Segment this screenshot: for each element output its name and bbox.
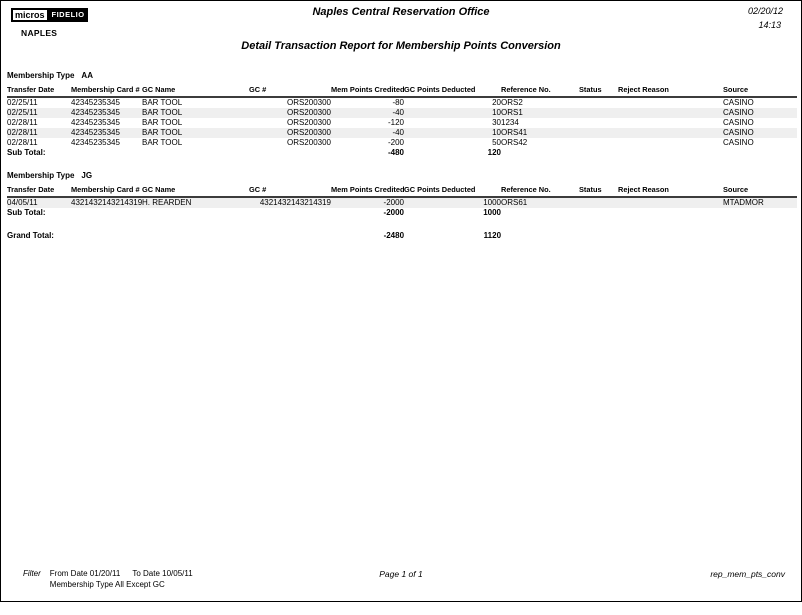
column-header: Status (579, 83, 618, 97)
cell: 42345235345 (71, 118, 120, 127)
cell: 42345235345 (71, 98, 120, 107)
column-header: Mem Points Credited (331, 83, 404, 97)
report-content (7, 71, 795, 241)
cell: ORS200300 (249, 128, 331, 138)
transaction-row (7, 138, 797, 148)
cell: 02/28/11 (7, 128, 71, 138)
column-header: GC # (249, 183, 331, 197)
cell (579, 138, 618, 148)
column-header: Membership Card # (71, 83, 142, 97)
cell (579, 118, 618, 128)
cell: CASINO (723, 98, 754, 107)
column-header: Source (723, 183, 797, 197)
cell: 04/05/11 (7, 197, 71, 208)
grand-total-table (7, 231, 797, 241)
column-header: Reference No. (501, 83, 579, 97)
cell: BAR TOOL (142, 118, 183, 127)
subtotal-row (7, 208, 797, 218)
subtotal-gc-points: 120 (487, 148, 501, 157)
transaction-row (7, 97, 797, 108)
column-header: Reject Reason (618, 183, 723, 197)
subtotal-mem-points: -480 (387, 148, 404, 157)
column-header: GC Points Deducted (404, 183, 501, 197)
micros-logo-text: micros (11, 8, 49, 22)
cell: 02/25/11 (7, 98, 38, 107)
column-header: Status (579, 183, 618, 197)
cell: CASINO (723, 138, 754, 147)
cell: ORS42 (501, 138, 528, 147)
subtotal-label: Sub Total: (7, 148, 46, 157)
cell (618, 128, 723, 138)
cell: ORS200300 (286, 98, 331, 107)
cell (579, 97, 618, 108)
cell: ORS61 (501, 197, 579, 208)
report-file-name: rep_mem_pts_conv (710, 569, 785, 579)
subtotal-label: Sub Total: (7, 208, 46, 217)
cell: -2000 (331, 197, 404, 208)
office-name: Naples Central Reservation Office (312, 6, 490, 18)
cell: ORS200300 (286, 138, 331, 147)
cell: -200 (387, 138, 404, 147)
transactions-table-JG (7, 183, 797, 218)
subtotal-row (7, 148, 797, 158)
cell (618, 108, 723, 118)
membership-type-row (7, 71, 795, 81)
cell: -40 (331, 128, 404, 138)
filter-membership-type: Membership Type All Except GC (49, 580, 165, 589)
column-header: GC # (249, 83, 331, 97)
grand-total-gc-points: 1120 (483, 231, 502, 240)
cell: 02/25/11 (7, 108, 71, 118)
membership-section-JG (7, 171, 795, 218)
cell: 02/28/11 (7, 138, 38, 147)
filter-to-date: To Date 10/05/11 (132, 569, 193, 578)
cell: -40 (331, 108, 404, 118)
cell: 30 (492, 118, 501, 127)
column-header: Source (723, 83, 797, 97)
grand-total-mem-points: -2480 (383, 231, 405, 240)
column-header: GC Name (142, 83, 249, 97)
cell: 50 (492, 138, 501, 147)
page-number: Page 1 of 1 (379, 569, 423, 579)
membership-type-value: AA (81, 71, 93, 80)
subtotal-gc-points: 1000 (483, 208, 501, 217)
column-header: GC Points Deducted (404, 83, 501, 97)
column-header-row (7, 83, 797, 97)
cell: ORS200300 (286, 118, 331, 127)
membership-type-label: Membership Type (7, 71, 75, 80)
cell: ORS200300 (249, 108, 331, 118)
column-header: Reference No. (501, 183, 579, 197)
cell: 4321432143214319 (249, 197, 331, 208)
filter-label: Filter (23, 569, 41, 578)
cell: 1000 (404, 197, 501, 208)
cell: H. REARDEN (142, 197, 249, 208)
cell: CASINO (723, 128, 797, 138)
column-header: GC Name (142, 183, 249, 197)
cell: 10 (404, 128, 501, 138)
cell: 42345235345 (71, 138, 120, 147)
subtotal-spacer (501, 208, 797, 218)
column-header: Transfer Date (7, 83, 71, 97)
grand-total-label: Grand Total: (7, 231, 54, 240)
transaction-row (7, 108, 797, 118)
cell: 1234 (501, 118, 519, 127)
property-name: NAPLES (21, 28, 58, 38)
cell: -80 (392, 98, 404, 107)
cell: 10 (404, 108, 501, 118)
column-header: Reject Reason (618, 83, 723, 97)
subtotal-mem-points: -2000 (383, 208, 404, 217)
cell: BAR TOOL (142, 128, 249, 138)
cell (618, 97, 723, 108)
cell: CASINO (723, 118, 754, 127)
cell: ORS2 (501, 98, 523, 107)
cell: BAR TOOL (142, 138, 183, 147)
column-header: Membership Card # (71, 183, 142, 197)
cell: 4321432143214319 (71, 198, 143, 207)
cell: ORS1 (501, 108, 579, 118)
cell (579, 197, 618, 208)
membership-section-AA (7, 71, 795, 158)
transaction-row (7, 128, 797, 138)
cell: 02/28/11 (7, 118, 38, 127)
cell: CASINO (723, 108, 797, 118)
cell: 42345235345 (71, 128, 142, 138)
report-sections (7, 71, 795, 218)
cell: ORS41 (501, 128, 579, 138)
column-header-row (7, 183, 797, 197)
transaction-row (7, 197, 797, 208)
transaction-row (7, 118, 797, 128)
column-header: Transfer Date (7, 183, 71, 197)
cell (579, 128, 618, 138)
membership-type-label: Membership Type (7, 171, 75, 180)
cell: BAR TOOL (142, 108, 249, 118)
subtotal-spacer (501, 148, 797, 158)
cell: MTADMOR (723, 197, 797, 208)
cell (618, 138, 723, 148)
cell: 42345235345 (71, 108, 142, 118)
column-header: Mem Points Credited (331, 183, 404, 197)
membership-type-row (7, 171, 795, 181)
report-date: 02/20/12 (747, 6, 783, 16)
grand-total-spacer (501, 231, 797, 241)
filter-from-date: From Date 01/20/11 (49, 569, 121, 578)
report-time: 14:13 (758, 20, 781, 30)
cell (618, 197, 723, 208)
membership-type-value: JG (81, 171, 93, 180)
cell: BAR TOOL (142, 98, 183, 107)
grand-total-row (7, 231, 797, 241)
cell (618, 118, 723, 128)
cell (579, 108, 618, 118)
cell: -120 (387, 118, 404, 127)
fidelio-logo-text: FIDELIO (49, 8, 88, 22)
cell: 20 (492, 98, 501, 107)
transactions-table-AA (7, 83, 797, 158)
report-title: Detail Transaction Report for Membership Points Conversion (241, 40, 561, 52)
